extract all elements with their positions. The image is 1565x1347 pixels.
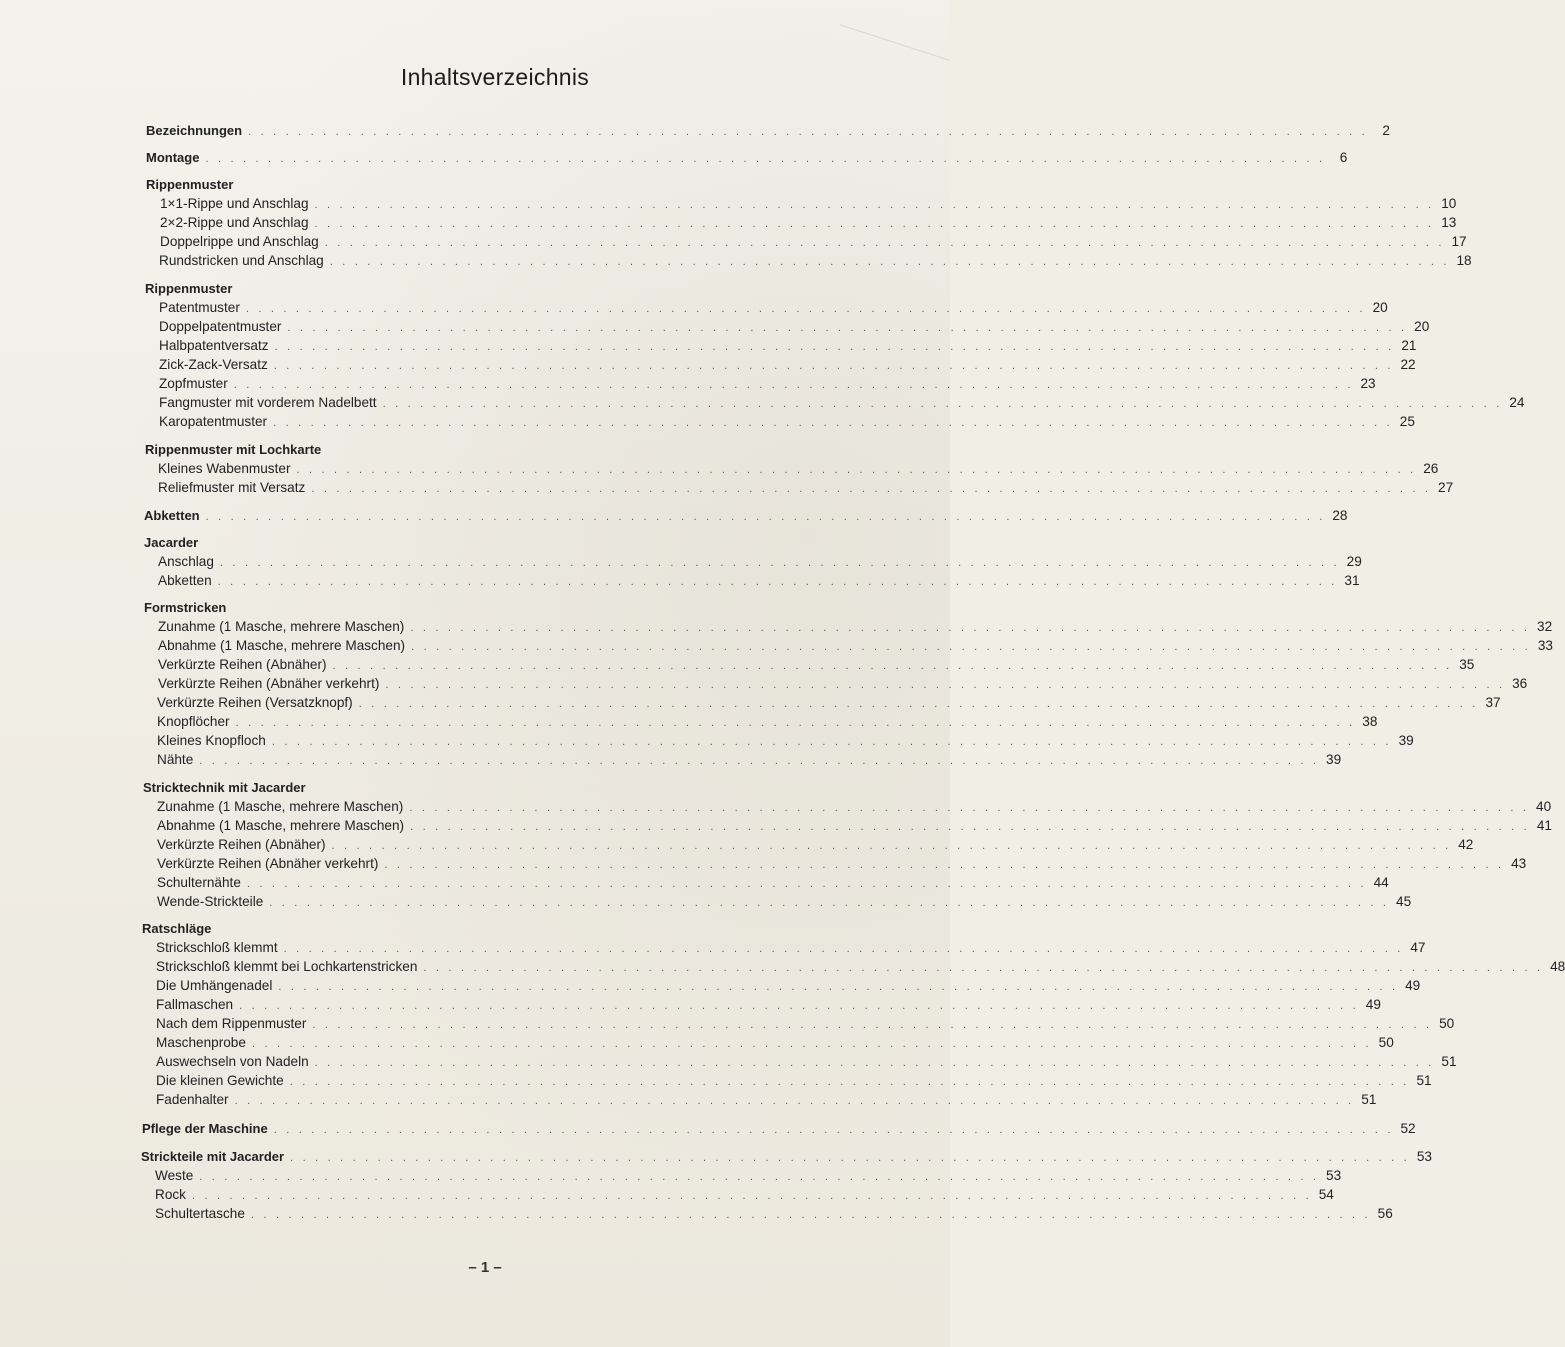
dot-leader: . . . . . . . . . . . . . . . . . . . . . . . . . . . . . . . . . . . . . . . . . . . . . . . . . . . . . . . . . . . . . . . . . . . . . . . . . . . . . . . . . . . . . . . . . . <box>409 802 1530 814</box>
toc-entry-page: 39 <box>1398 733 1414 748</box>
dot-leader: . . . . . . . . . . . . . . . . . . . . . . . . . . . . . . . . . . . . . . . . . . . . . . . . . . . . . . . . . . . . . . . . . . . . . . . . . . . . . . . . . . . . . . . . . . <box>314 199 1435 211</box>
dot-leader: . . . . . . . . . . . . . . . . . . . . . . . . . . . . . . . . . . . . . . . . . . . . . . . . . . . . . . . . . . . . . . . . . . . . . . . . . . . . . . . . . . . . . . . . . . <box>278 981 1399 993</box>
toc-entry-label: Rock <box>155 1187 186 1202</box>
toc-entry <box>157 797 1552 816</box>
toc-entry <box>157 693 1501 712</box>
toc-entry <box>157 816 1552 835</box>
toc-entry <box>156 1052 1457 1071</box>
toc-entry <box>158 552 1362 571</box>
toc-entry <box>159 317 1430 336</box>
dot-leader: . . . . . . . . . . . . . . . . . . . . . . . . . . . . . . . . . . . . . . . . . . . . . . . . . . . . . . . . . . . . . . . . . . . . . . . . . . . . . . . . . . . . . . . . . . <box>290 1152 1410 1164</box>
dot-leader: . . . . . . . . . . . . . . . . . . . . . . . . . . . . . . . . . . . . . . . . . . . . . . . . . . . . . . . . . . . . . . . . . . . . . . . . . . . . . . . . . . . . . . . . . . <box>199 755 1320 767</box>
toc-section-heading: Rippenmuster mit Lochkarte <box>145 442 322 457</box>
dot-leader: . . . . . . . . . . . . . . . . . . . . . . . . . . . . . . . . . . . . . . . . . . . . . . . . . . . . . . . . . . . . . . . . . . . . . . . . . . . . . . . . . . . . . . . . . . <box>219 557 1340 569</box>
page-number: – 1 – <box>468 1259 502 1276</box>
toc-entry-page: 10 <box>1441 196 1457 211</box>
dot-leader: . . . . . . . . . . . . . . . . . . . . . . . . . . . . . . . . . . . . . . . . . . . . . . . . . . . . . . . . . . . . . . . . . . . . . . . . . . . . . . . . . . . . . . . . . . <box>410 622 1531 634</box>
toc-entry-label: Die kleinen Gewichte <box>156 1073 284 1088</box>
toc-entry-label: Auswechseln von Nadeln <box>156 1054 309 1069</box>
toc-entry <box>159 412 1415 431</box>
toc-entry-page: 42 <box>1458 837 1474 852</box>
toc-entry-label: Verkürzte Reihen (Abnäher) <box>157 837 326 852</box>
toc-entry-page: 49 <box>1365 997 1381 1012</box>
dot-leader: . . . . . . . . . . . . . . . . . . . . . . . . . . . . . . . . . . . . . . . . . . . . . . . . . . . . . . . . . . . . . . . . . . . . . . . . . . . . . . . . . . . . . . . . . . <box>283 943 1404 955</box>
toc-entry <box>156 1071 1432 1090</box>
toc-entry <box>160 213 1457 232</box>
toc-entry-page: 23 <box>1360 376 1376 391</box>
toc-entry-label: Nähte <box>157 752 194 767</box>
toc-entry-label: Strickschloß klemmt <box>156 940 278 955</box>
toc-entry-page: 40 <box>1536 799 1552 814</box>
toc-entry-label: Schultertasche <box>155 1206 245 1221</box>
dot-leader: . . . . . . . . . . . . . . . . . . . . . . . . . . . . . . . . . . . . . . . . . . . . . . . . . . . . . . . . . . . . . . . . . . . . . . . . . . . . . . . . . . . . . . . . . . <box>296 464 1417 476</box>
toc-entry-label: Verkürzte Reihen (Versatzknopf) <box>157 695 353 710</box>
toc-entry <box>158 636 1553 655</box>
dot-leader: . . . . . . . . . . . . . . . . . . . . . . . . . . . . . . . . . . . . . . . . . . . . . . . . . . . . . . . . . . . . . . . . . . . . . . . . . . . . . . . . . . . . . . . . . . <box>385 679 1506 691</box>
toc-entry-page: 20 <box>1372 300 1388 315</box>
toc-entry-label: Patentmuster <box>159 300 240 315</box>
dot-leader: . . . . . . . . . . . . . . . . . . . . . . . . . . . . . . . . . . . . . . . . . . . . . . . . . . . . . . . . . . . . . . . . . . . . . . . . . . . . . . . . . . . . . . . . . . <box>271 736 1392 748</box>
toc-section-entry <box>146 121 1390 140</box>
toc-entry-page: 38 <box>1362 714 1378 729</box>
toc-entry-label: Die Umhängenadel <box>156 978 273 993</box>
toc-entry-page: 35 <box>1459 657 1475 672</box>
toc-entry-label: Zunahme (1 Masche, mehrere Maschen) <box>157 799 404 814</box>
toc-entry-page: 29 <box>1346 554 1362 569</box>
dot-leader: . . . . . . . . . . . . . . . . . . . . . . . . . . . . . . . . . . . . . . . . . . . . . . . . . . . . . . . . . . . . . . . . . . . . . . . . . . . . . . . . . . . . . . . . . . <box>248 126 1368 138</box>
toc-entry-page: 50 <box>1439 1016 1455 1031</box>
dot-leader: . . . . . . . . . . . . . . . . . . . . . . . . . . . . . . . . . . . . . . . . . . . . . . . . . . . . . . . . . . . . . . . . . . . . . . . . . . . . . . . . . . . . . . . . . . <box>331 840 1452 852</box>
toc-entry <box>158 674 1528 693</box>
dot-leader: . . . . . . . . . . . . . . . . . . . . . . . . . . . . . . . . . . . . . . . . . . . . . . . . . . . . . . . . . . . . . . . . . . . . . . . . . . . . . . . . . . . . . . . . . . <box>251 1038 1372 1050</box>
toc-entry-page: 6 <box>1339 150 1348 165</box>
toc-entry-page: 47 <box>1410 940 1426 955</box>
dot-leader: . . . . . . . . . . . . . . . . . . . . . . . . . . . . . . . . . . . . . . . . . . . . . . . . . . . . . . . . . . . . . . . . . . . . . . . . . . . . . . . . . . . . . . . . . . <box>191 1190 1312 1202</box>
dot-leader: . . . . . . . . . . . . . . . . . . . . . . . . . . . . . . . . . . . . . . . . . . . . . . . . . . . . . . . . . . . . . . . . . . . . . . . . . . . . . . . . . . . . . . . . . . <box>314 1057 1435 1069</box>
dot-leader: . . . . . . . . . . . . . . . . . . . . . . . . . . . . . . . . . . . . . . . . . . . . . . . . . . . . . . . . . . . . . . . . . . . . . . . . . . . . . . . . . . . . . . . . . . <box>314 218 1435 230</box>
toc-section-entry <box>146 148 1348 167</box>
toc-entry-label: Abnahme (1 Masche, mehrere Maschen) <box>157 818 405 833</box>
toc-entry-page: 48 <box>1550 959 1565 974</box>
dot-leader: . . . . . . . . . . . . . . . . . . . . . . . . . . . . . . . . . . . . . . . . . . . . . . . . . . . . . . . . . . . . . . . . . . . . . . . . . . . . . . . . . . . . . . . . . . <box>205 511 1326 523</box>
toc-entry-page: 37 <box>1485 695 1501 710</box>
toc-entry <box>156 1014 1455 1033</box>
dot-leader: . . . . . . . . . . . . . . . . . . . . . . . . . . . . . . . . . . . . . . . . . . . . . . . . . . . . . . . . . . . . . . . . . . . . . . . . . . . . . . . . . . . . . . . . . . <box>235 717 1356 729</box>
toc-entry <box>159 374 1376 393</box>
toc-section-entry <box>142 1119 1416 1138</box>
toc-entry-page: 41 <box>1536 818 1552 833</box>
toc-entry-page: 25 <box>1399 414 1415 429</box>
toc-entry-label: 1×1-Rippe und Anschlag <box>160 196 309 211</box>
toc-entry-label: 2×2-Rippe und Anschlag <box>160 215 309 230</box>
toc-entry-page: 26 <box>1423 461 1439 476</box>
dot-leader: . . . . . . . . . . . . . . . . . . . . . . . . . . . . . . . . . . . . . . . . . . . . . . . . . . . . . . . . . . . . . . . . . . . . . . . . . . . . . . . . . . . . . . . . . . <box>199 1171 1320 1183</box>
toc-entry <box>158 478 1454 497</box>
toc-entry <box>155 1166 1342 1185</box>
toc-entry <box>157 892 1412 911</box>
toc-entry-label: Maschenprobe <box>156 1035 246 1050</box>
toc-entry-page: 18 <box>1456 253 1472 268</box>
toc-entry-label: Weste <box>155 1168 194 1183</box>
toc-entry <box>159 355 1416 374</box>
dot-leader: . . . . . . . . . . . . . . . . . . . . . . . . . . . . . . . . . . . . . . . . . . . . . . . . . . . . . . . . . . . . . . . . . . . . . . . . . . . . . . . . . . . . . . . . . . <box>269 897 1390 909</box>
toc-section-heading: Jacarder <box>144 535 199 550</box>
dot-leader: . . . . . . . . . . . . . . . . . . . . . . . . . . . . . . . . . . . . . . . . . . . . . . . . . . . . . . . . . . . . . . . . . . . . . . . . . . . . . . . . . . . . . . . . . . <box>217 576 1338 588</box>
dot-leader: . . . . . . . . . . . . . . . . . . . . . . . . . . . . . . . . . . . . . . . . . . . . . . . . . . . . . . . . . . . . . . . . . . . . . . . . . . . . . . . . . . . . . . . . . . <box>246 878 1367 890</box>
dot-leader: . . . . . . . . . . . . . . . . . . . . . . . . . . . . . . . . . . . . . . . . . . . . . . . . . . . . . . . . . . . . . . . . . . . . . . . . . . . . . . . . . . . . . . . . . . <box>332 660 1453 672</box>
toc-entry-label: Abketten <box>144 508 200 523</box>
toc-entry <box>157 750 1342 769</box>
toc-entry-page: 53 <box>1326 1168 1342 1183</box>
toc-entry-page: 56 <box>1377 1206 1393 1221</box>
toc-entry-page: 45 <box>1396 894 1412 909</box>
toc-entry <box>160 194 1457 213</box>
dot-leader: . . . . . . . . . . . . . . . . . . . . . . . . . . . . . . . . . . . . . . . . . . . . . . . . . . . . . . . . . . . . . . . . . . . . . . . . . . . . . . . . . . . . . . . . . . <box>205 153 1326 165</box>
toc-entry-label: Strickschloß klemmt bei Lochkartenstricken <box>156 959 418 974</box>
toc-entry-label: Abnahme (1 Masche, mehrere Maschen) <box>158 638 406 653</box>
toc-entry <box>156 938 1426 957</box>
toc-entry <box>158 655 1475 674</box>
toc-entry <box>156 976 1421 995</box>
dot-leader: . . . . . . . . . . . . . . . . . . . . . . . . . . . . . . . . . . . . . . . . . . . . . . . . . . . . . . . . . . . . . . . . . . . . . . . . . . . . . . . . . . . . . . . . . . <box>289 1076 1410 1088</box>
toc-entry <box>159 393 1525 412</box>
toc-entry-page: 31 <box>1344 573 1360 588</box>
dot-leader: . . . . . . . . . . . . . . . . . . . . . . . . . . . . . . . . . . . . . . . . . . . . . . . . . . . . . . . . . . . . . . . . . . . . . . . . . . . . . . . . . . . . . . . . . . <box>274 341 1395 353</box>
toc-entry <box>155 1204 1393 1223</box>
dot-leader: . . . . . . . . . . . . . . . . . . . . . . . . . . . . . . . . . . . . . . . . . . . . . . . . . . . . . . . . . . . . . . . . . . . . . . . . . . . . . . . . . . . . . . . . . . <box>287 322 1408 334</box>
toc-entry-label: Knopflöcher <box>157 714 230 729</box>
toc-entry-label: Bezeichnungen <box>146 123 243 138</box>
toc-entry-label: Zunahme (1 Masche, mehrere Maschen) <box>158 619 405 634</box>
toc-entry-label: Montage <box>146 150 200 165</box>
toc-entry <box>157 873 1389 892</box>
toc-entry-page: 43 <box>1511 856 1527 871</box>
toc-entry-label: Verkürzte Reihen (Abnäher) <box>158 657 327 672</box>
dot-leader: . . . . . . . . . . . . . . . . . . . . . . . . . . . . . . . . . . . . . . . . . . . . . . . . . . . . . . . . . . . . . . . . . . . . . . . . . . . . . . . . . . . . . . . . . . <box>329 256 1450 268</box>
toc-entry-label: Fallmaschen <box>156 997 234 1012</box>
toc-entry-label: Fangmuster mit vorderem Nadelbett <box>159 395 377 410</box>
toc-entry <box>157 835 1474 854</box>
dot-leader: . . . . . . . . . . . . . . . . . . . . . . . . . . . . . . . . . . . . . . . . . . . . . . . . . . . . . . . . . . . . . . . . . . . . . . . . . . . . . . . . . . . . . . . . . . <box>273 417 1393 429</box>
toc-entry-label: Zopfmuster <box>159 376 228 391</box>
dot-leader: . . . . . . . . . . . . . . . . . . . . . . . . . . . . . . . . . . . . . . . . . . . . . . . . . . . . . . . . . . . . . . . . . . . . . . . . . . . . . . . . . . . . . . . . . . <box>273 360 1394 372</box>
toc-entry-label: Abketten <box>158 573 212 588</box>
toc-entry <box>159 298 1388 317</box>
toc-entry-page: 28 <box>1332 508 1348 523</box>
toc-entry-page: 51 <box>1361 1092 1377 1107</box>
dot-leader: . . . . . . . . . . . . . . . . . . . . . . . . . . . . . . . . . . . . . . . . . . . . . . . . . . . . . . . . . . . . . . . . . . . . . . . . . . . . . . . . . . . . . . . . . . <box>423 962 1544 974</box>
dot-leader: . . . . . . . . . . . . . . . . . . . . . . . . . . . . . . . . . . . . . . . . . . . . . . . . . . . . . . . . . . . . . . . . . . . . . . . . . . . . . . . . . . . . . . . . . . <box>384 859 1505 871</box>
toc-entry-page: 51 <box>1441 1054 1457 1069</box>
toc-entry <box>156 1033 1394 1052</box>
toc-entry-page: 27 <box>1438 480 1454 495</box>
toc-entry <box>156 995 1381 1014</box>
toc-entry-page: 54 <box>1318 1187 1334 1202</box>
dot-leader: . . . . . . . . . . . . . . . . . . . . . . . . . . . . . . . . . . . . . . . . . . . . . . . . . . . . . . . . . . . . . . . . . . . . . . . . . . . . . . . . . . . . . . . . . . <box>358 698 1479 710</box>
toc-entry-page: 17 <box>1451 234 1467 249</box>
toc-entry-label: Wende-Strickteile <box>157 894 264 909</box>
dot-leader: . . . . . . . . . . . . . . . . . . . . . . . . . . . . . . . . . . . . . . . . . . . . . . . . . . . . . . . . . . . . . . . . . . . . . . . . . . . . . . . . . . . . . . . . . . <box>324 237 1445 249</box>
toc-entry-label: Doppelrippe und Anschlag <box>160 234 319 249</box>
toc-entry <box>156 957 1565 976</box>
toc-section-heading: Rippenmuster <box>145 281 233 296</box>
page-title: Inhaltsverzeichnis <box>400 64 590 90</box>
toc-entry-page: 21 <box>1401 338 1417 353</box>
toc-section-entry <box>144 506 1348 525</box>
toc-entry-label: Karopatentmuster <box>159 414 268 429</box>
dot-leader: . . . . . . . . . . . . . . . . . . . . . . . . . . . . . . . . . . . . . . . . . . . . . . . . . . . . . . . . . . . . . . . . . . . . . . . . . . . . . . . . . . . . . . . . . . <box>250 1209 1371 1221</box>
toc-entry-label: Rundstricken und Anschlag <box>159 253 324 268</box>
toc-section-heading: Rippenmuster <box>146 177 234 192</box>
toc-entry-label: Strickteile mit Jacarder <box>141 1149 285 1164</box>
toc-section-heading: Formstricken <box>144 600 227 615</box>
toc-entry-page: 52 <box>1400 1121 1416 1136</box>
dot-leader: . . . . . . . . . . . . . . . . . . . . . . . . . . . . . . . . . . . . . . . . . . . . . . . . . . . . . . . . . . . . . . . . . . . . . . . . . . . . . . . . . . . . . . . . . . <box>273 1124 1394 1136</box>
toc-entry-label: Pflege der Maschine <box>142 1121 268 1136</box>
toc-entry-label: Schulternähte <box>157 875 241 890</box>
toc-entry <box>156 1090 1377 1109</box>
toc-entry-label: Verkürzte Reihen (Abnäher verkehrt) <box>158 676 380 691</box>
toc-entry <box>158 571 1360 590</box>
toc-entry-page: 33 <box>1537 638 1553 653</box>
toc-entry-page: 49 <box>1405 978 1421 993</box>
dot-leader: . . . . . . . . . . . . . . . . . . . . . . . . . . . . . . . . . . . . . . . . . . . . . . . . . . . . . . . . . . . . . . . . . . . . . . . . . . . . . . . . . . . . . . . . . . <box>311 483 1432 495</box>
toc-entry <box>157 712 1378 731</box>
dot-leader: . . . . . . . . . . . . . . . . . . . . . . . . . . . . . . . . . . . . . . . . . . . . . . . . . . . . . . . . . . . . . . . . . . . . . . . . . . . . . . . . . . . . . . . . . . <box>239 1000 1359 1012</box>
toc-section-heading: Stricktechnik mit Jacarder <box>143 780 306 795</box>
toc-entry-label: Fadenhalter <box>156 1092 229 1107</box>
toc-entry <box>160 232 1467 251</box>
toc-entry <box>159 336 1417 355</box>
toc-entry-label: Doppelpatentmuster <box>159 319 282 334</box>
dot-leader: . . . . . . . . . . . . . . . . . . . . . . . . . . . . . . . . . . . . . . . . . . . . . . . . . . . . . . . . . . . . . . . . . . . . . . . . . . . . . . . . . . . . . . . . . . <box>233 379 1354 391</box>
toc-section-entry <box>141 1147 1432 1166</box>
toc-entry <box>158 617 1553 636</box>
toc-section-heading: Ratschläge <box>142 921 212 936</box>
dot-leader: . . . . . . . . . . . . . . . . . . . . . . . . . . . . . . . . . . . . . . . . . . . . . . . . . . . . . . . . . . . . . . . . . . . . . . . . . . . . . . . . . . . . . . . . . . <box>410 821 1530 833</box>
toc-entry <box>158 459 1439 478</box>
toc-entry-page: 44 <box>1373 875 1389 890</box>
toc-entry-page: 13 <box>1441 215 1457 230</box>
toc-entry-label: Halbpatentversatz <box>159 338 269 353</box>
toc-entry-page: 51 <box>1416 1073 1432 1088</box>
toc-entry-page: 32 <box>1537 619 1553 634</box>
toc-entry-label: Kleines Wabenmuster <box>158 461 291 476</box>
dot-leader: . . . . . . . . . . . . . . . . . . . . . . . . . . . . . . . . . . . . . . . . . . . . . . . . . . . . . . . . . . . . . . . . . . . . . . . . . . . . . . . . . . . . . . . . . . <box>234 1095 1355 1107</box>
toc-entry-page: 22 <box>1400 357 1416 372</box>
dot-leader: . . . . . . . . . . . . . . . . . . . . . . . . . . . . . . . . . . . . . . . . . . . . . . . . . . . . . . . . . . . . . . . . . . . . . . . . . . . . . . . . . . . . . . . . . . <box>312 1019 1433 1031</box>
dot-leader: . . . . . . . . . . . . . . . . . . . . . . . . . . . . . . . . . . . . . . . . . . . . . . . . . . . . . . . . . . . . . . . . . . . . . . . . . . . . . . . . . . . . . . . . . . <box>411 641 1531 653</box>
page-fold-crease <box>840 0 950 61</box>
toc-entry <box>157 731 1414 750</box>
toc-entry-page: 20 <box>1414 319 1430 334</box>
toc-entry-label: Nach dem Rippenmuster <box>156 1016 307 1031</box>
toc-entry <box>155 1185 1334 1204</box>
toc-entry-page: 39 <box>1326 752 1342 767</box>
toc-entry-page: 2 <box>1382 123 1390 138</box>
dot-leader: . . . . . . . . . . . . . . . . . . . . . . . . . . . . . . . . . . . . . . . . . . . . . . . . . . . . . . . . . . . . . . . . . . . . . . . . . . . . . . . . . . . . . . . . . . <box>382 398 1503 410</box>
toc-entry-label: Zick-Zack-Versatz <box>159 357 268 372</box>
dot-leader: . . . . . . . . . . . . . . . . . . . . . . . . . . . . . . . . . . . . . . . . . . . . . . . . . . . . . . . . . . . . . . . . . . . . . . . . . . . . . . . . . . . . . . . . . . <box>245 303 1366 315</box>
toc-entry <box>159 251 1472 270</box>
toc-entry-page: 53 <box>1416 1149 1432 1164</box>
toc-entry-label: Anschlag <box>158 554 214 569</box>
toc-entry-page: 36 <box>1512 676 1528 691</box>
toc-entry-label: Reliefmuster mit Versatz <box>158 480 306 495</box>
toc-entry-label: Verkürzte Reihen (Abnäher verkehrt) <box>157 856 379 871</box>
toc-entry-label: Kleines Knopfloch <box>157 733 266 748</box>
toc-entry-page: 24 <box>1509 395 1525 410</box>
toc-entry-page: 50 <box>1378 1035 1394 1050</box>
toc-entry <box>157 854 1527 873</box>
